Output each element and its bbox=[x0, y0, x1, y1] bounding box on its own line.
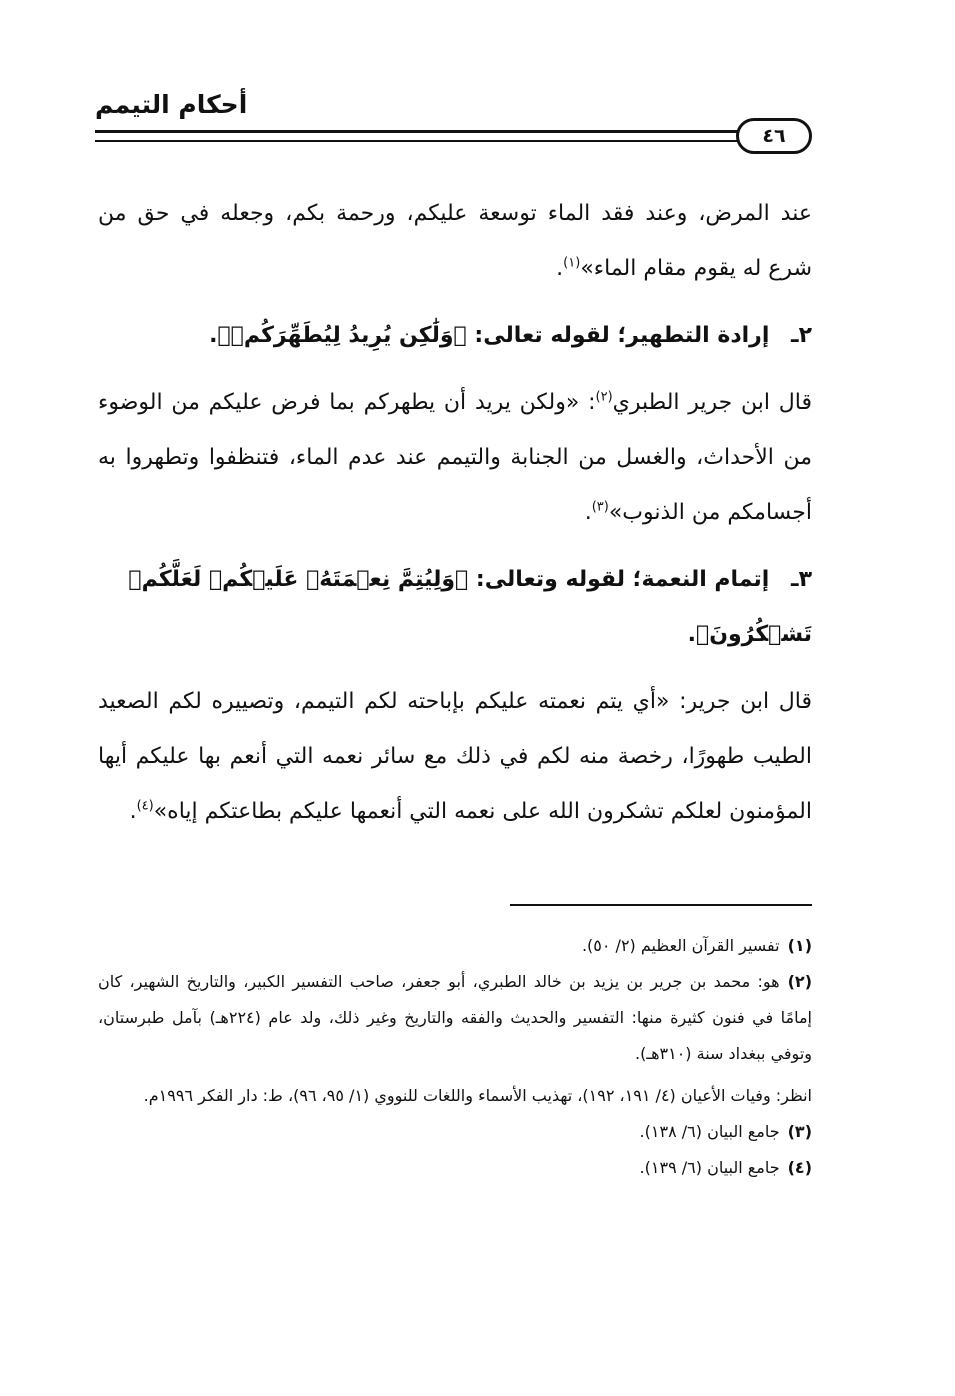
paragraph-3: قال ابن جرير: «أي يتم نعمته عليكم بإباحته لكم التيمم، وتصييره لكم الصعيد الطيب طهورًا، رخصة منه لكم في ذلك مع سائر نعمه التي أنعم بها عليكم أيها المؤمنون لعلكم تشكرون الله على نعمه التي أنعمها عليكم بطاعتكم إياه»$^{(٤)}$. bbox=[98, 689, 812, 824]
footnote-label: (١) bbox=[787, 936, 812, 955]
header-rule-thin bbox=[95, 140, 810, 142]
footnote-ref-1[interactable]: (١) bbox=[563, 255, 581, 271]
page-number: ٤٦ bbox=[736, 118, 812, 154]
footnote-text: جامع البيان (٦/ ١٣٨). bbox=[639, 1122, 780, 1141]
footnote-3 bbox=[98, 1114, 812, 1150]
header-rule bbox=[95, 130, 810, 133]
list-item-2: ٢ـ إرادة التطهير؛ لقوله تعالى: ﴿وَلَٰكِن يُرِيدُ لِيُطَهِّرَكُمۡ﴾. bbox=[209, 323, 812, 348]
footnote-text: هو: محمد بن جرير بن يزيد بن خالد الطبري، أبو جعفر، صاحب التفسير الكبير، والتاريخ الشهير، كان إمامًا في فنون كثيرة منها: التفسير والحديث والفقه والتاريخ وغير ذلك، ولد عام (٢٢٤هـ) بآمل طبرستان، وتوفي ببغداد سنة (٣١٠هـ). bbox=[98, 972, 812, 1063]
paragraph-2: قال ابن جرير الطبري$^{(٢)}$: «ولكن يريد أن يطهركم بما فرض عليكم من الوضوء من الأحداث، والغسل من الجنابة والتيمم عند عدم الماء، فتنظفوا وتطهروا به أجسامكم من الذنوب»$^{(٣)}$. bbox=[98, 389, 813, 525]
quran-verse-1: ﴿وَلَٰكِن يُرِيدُ لِيُطَهِّرَكُمۡ﴾ bbox=[217, 323, 467, 348]
footnote-label: (٤) bbox=[787, 1158, 812, 1177]
footnote-ref-4[interactable]: (٤) bbox=[136, 798, 154, 814]
footnote-label: (٢) bbox=[787, 972, 812, 991]
paragraph-1: عند المرض، وعند فقد الماء توسعة عليكم، ورحمة بكم، وجعله في حق من شرع له يقوم مقام الماء»$^{(١)}$. bbox=[98, 201, 812, 281]
footnote-2 bbox=[98, 964, 812, 1072]
footnote-text: انظر: وفيات الأعيان (٤/ ١٩١، ١٩٢)، تهذيب الأسماء واللغات للنووي (١/ ٩٥، ٩٦)، ط: دار الفكر ١٩٩٦م. bbox=[143, 1086, 812, 1105]
footnote-text: تفسير القرآن العظيم (٢/ ٥٠). bbox=[581, 936, 780, 955]
footnote-1 bbox=[98, 928, 812, 964]
paragraph-3-text: قال ابن جرير: «أي يتم نعمته عليكم بإباحته لكم التيمم، وتصييره لكم الصعيد الطيب طهورًا، رخصة منه لكم في ذلك مع سائر نعمه التي أنعم بها عليكم أيها المؤمنون لعلكم تشكرون الله على نعمه التي أنعمها عليكم بطاعتكم إياه» bbox=[98, 689, 812, 824]
footnote-ref-2[interactable]: (٢) bbox=[595, 389, 613, 405]
paragraph-2-text-a: قال ابن جرير الطبري bbox=[612, 390, 813, 415]
footnote-ref-3[interactable]: (٣) bbox=[591, 499, 609, 515]
main-text bbox=[98, 186, 812, 839]
list-item-3-title: إتمام النعمة؛ لقوله وتعالى: bbox=[475, 567, 770, 592]
footnotes bbox=[98, 928, 812, 1186]
paragraph-2-text-b: : «ولكن يريد أن يطهركم بما فرض عليكم من الوضوء من الأحداث، والغسل من الجنابة والتيمم عند عدم الماء، فتنظفوا وتطهروا به أجسامكم من الذنوب» bbox=[98, 390, 812, 525]
footnote-label: (٣) bbox=[787, 1122, 812, 1141]
paragraph-1-text: عند المرض، وعند فقد الماء توسعة عليكم، ورحمة بكم، وجعله في حق من شرع له يقوم مقام الماء» bbox=[98, 201, 812, 281]
footnote-text: جامع البيان (٦/ ١٣٩). bbox=[639, 1158, 780, 1177]
list-item-2-title: إرادة التطهير؛ لقوله تعالى: bbox=[474, 323, 770, 348]
list-item-3-number: ٣ـ bbox=[791, 567, 812, 592]
list-item-2-number: ٢ـ bbox=[791, 323, 812, 348]
running-title: أحكام التيمم bbox=[95, 90, 248, 119]
footnote-separator bbox=[510, 904, 812, 906]
quran-verse-2: ﴿وَلِيُتِمَّ نِعۡمَتَهُۥ عَلَيۡكُمۡ لَعَلَّكُمۡ تَشۡكُرُونَ﴾ bbox=[128, 567, 812, 647]
footnote-2-sources bbox=[98, 1078, 812, 1114]
footnote-4 bbox=[98, 1150, 812, 1186]
list-item-3: ٣ـ إتمام النعمة؛ لقوله وتعالى: ﴿وَلِيُتِمَّ نِعۡمَتَهُۥ عَلَيۡكُمۡ لَعَلَّكُمۡ تَشۡكُرُونَ﴾. bbox=[128, 567, 812, 647]
